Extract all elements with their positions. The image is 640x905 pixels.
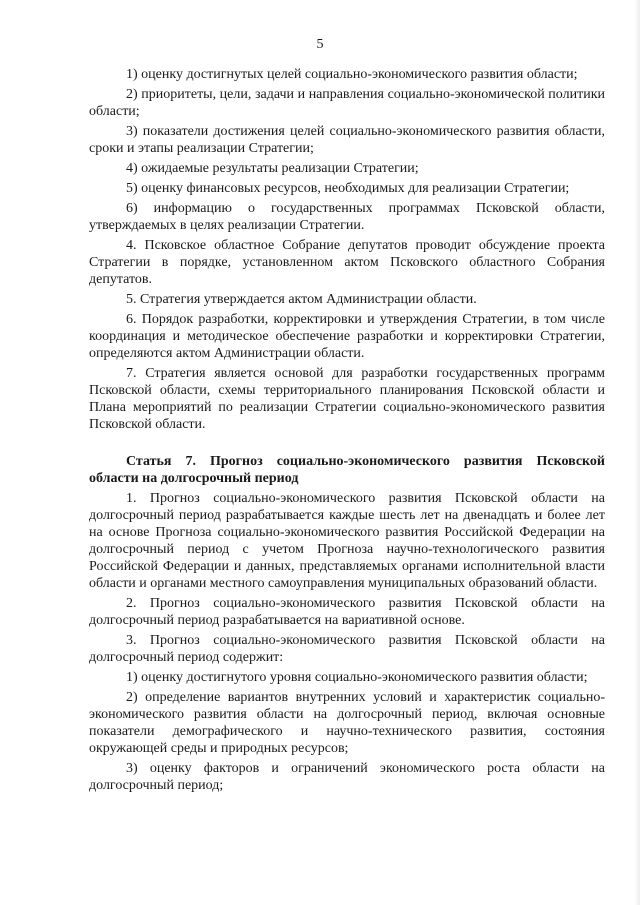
paragraph-item-3: 3) показатели достижения целей социально-экономического развития области, сроки и этапы реализации Стратегии;: [89, 124, 605, 156]
paragraph-clause-5: 5. Стратегия утверждается актом Администрации области.: [126, 292, 477, 307]
article-subitem-2: 2) определение вариантов внутренних условий и характеристик социально-экономического развития области на долгосрочный период, включая основные показатели демографического и научно-технического развития, состояния окружающей среды и природных ресурсов;: [89, 690, 605, 756]
article-subitem-1: 1) оценку достигнутого уровня социально-экономического развития области;: [126, 670, 588, 685]
paragraph-item-5: 5) оценку финансовых ресурсов, необходимых для реализации Стратегии;: [126, 181, 570, 196]
paragraph-clause-7: 7. Стратегия является основой для разработки государственных программ Псковской области, схемы территориального планирования Псковской области и Плана мероприятий по реализации Стратегии социально-экономического развития Псковской области.: [89, 366, 605, 432]
paragraph-item-4: 4) ожидаемые результаты реализации Стратегии;: [126, 161, 419, 176]
paragraph-item-6: 6) информацию о государственных программах Псковской области, утверждаемых в целях реализации Стратегии.: [89, 201, 605, 233]
page-number: 5: [316, 37, 324, 52]
article-paragraph-2: 2. Прогноз социально-экономического развития Псковской области на долгосрочный период разрабатывается на вариативной основе.: [89, 596, 605, 628]
paragraph-item-2: 2) приоритеты, цели, задачи и направления социально-экономической политики области;: [89, 87, 605, 119]
paragraph-item-1: 1) оценку достигнутых целей социально-экономического развития области;: [126, 67, 578, 82]
article-subitem-3: 3) оценку факторов и ограничений экономического роста области на долгосрочный период;: [89, 761, 605, 793]
article-paragraph-1: 1. Прогноз социально-экономического развития Псковской области на долгосрочный период разрабатывается каждые шесть лет на двенадцать и более лет на основе Прогноза социально-экономического развития Российской Федерации на долгосрочный период с учетом Прогноза научно-технологического развития Российской Федерации и данных, представляемых органами исполнительной власти области и органами местного самоуправления муниципальных образований области.: [89, 491, 605, 591]
article-paragraph-3: 3. Прогноз социально-экономического развития Псковской области на долгосрочный период содержит:: [89, 633, 605, 665]
article-heading: Статья 7. Прогноз социально-экономического развития Псковской области на долгосрочный период: [89, 454, 605, 486]
document-body: [89, 66, 605, 797]
scan-edge: [634, 0, 640, 905]
paragraph-clause-6: 6. Порядок разработки, корректировки и утверждения Стратегии, в том числе координация и методическое обеспечение разработки и корректировки Стратегии, определяются актом Администрации области.: [89, 312, 605, 361]
paragraph-clause-4: 4. Псковское областное Собрание депутатов проводит обсуждение проекта Стратегии в порядке, установленном актом Псковского областного Собрания депутатов.: [89, 238, 605, 287]
